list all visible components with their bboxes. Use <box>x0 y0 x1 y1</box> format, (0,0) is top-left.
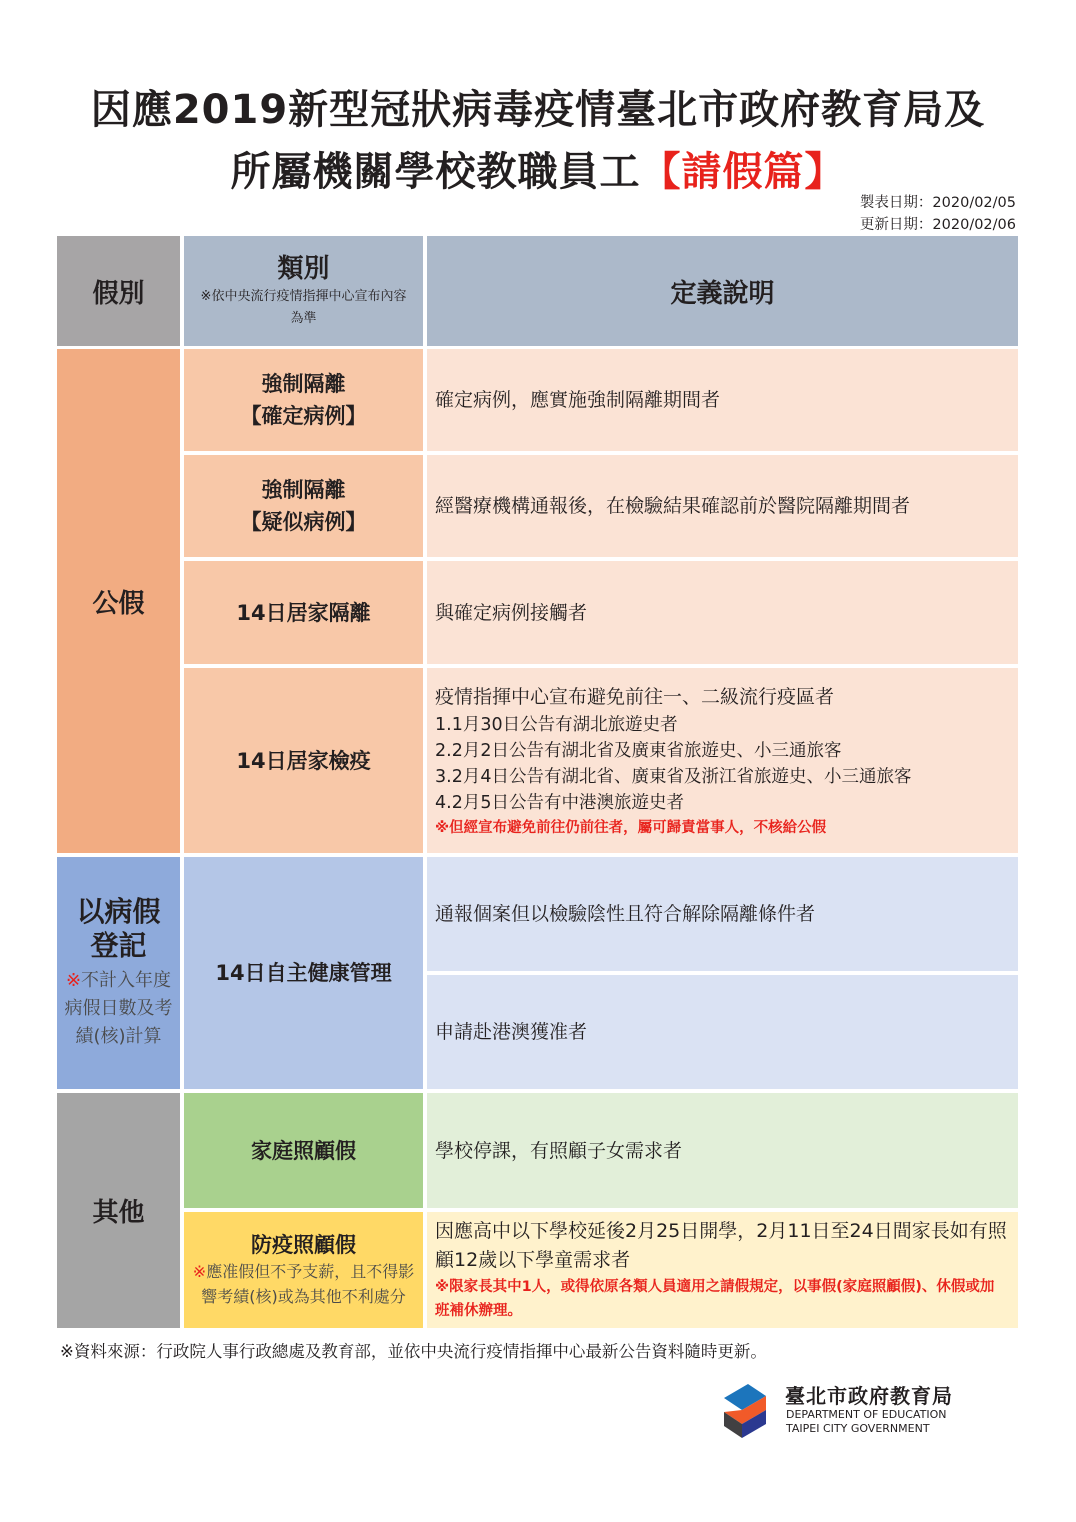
logo-english-line2: TAIPEI CITY GOVERNMENT <box>786 1422 930 1435</box>
category-confirmed-isolation <box>184 349 423 451</box>
definition-negative-test <box>427 857 1018 971</box>
definition-family-care <box>427 1093 1018 1208</box>
data-source-note: ※資料來源：行政院人事行政總處及教育部，並依中央流行疫情指揮中心最新公告資料隨時更新。 <box>60 1342 767 1361</box>
definition-text: 通報個案但以檢驗陰性且符合解除隔離條件者 <box>435 903 816 925</box>
definition-suspected-isolation <box>427 455 1018 557</box>
category-home-quarantine <box>184 668 423 853</box>
page-title-line2 <box>0 140 1076 197</box>
category-label: 強制隔離 <box>261 372 346 396</box>
definition-text: 學校停課，有照顧子女需求者 <box>435 1139 683 1162</box>
definition-text: 與確定病例接觸者 <box>435 601 588 624</box>
leave-type-sick-note-text: 不計入年度病假日數及考績(核)計算 <box>64 970 173 1047</box>
definition-warning-note: ※但經宣布避免前往仍前往者，屬可歸責當事人，不核給公假 <box>435 819 827 836</box>
leave-type-sick-label1: 以病假 <box>76 895 161 928</box>
header-leave-type-label: 假別 <box>92 278 145 309</box>
logo-english-line1: DEPARTMENT OF EDUCATION <box>786 1408 947 1421</box>
definition-confirmed-isolation <box>427 349 1018 451</box>
page-title-main: 所屬機關學校教職員工 <box>230 149 641 195</box>
header-definition-label: 定義說明 <box>670 278 775 309</box>
leave-type-official-label: 公假 <box>92 588 145 619</box>
category-suspected-isolation <box>184 455 423 557</box>
definition-epidemic-care <box>427 1212 1018 1328</box>
header-category-note: ※依中央流行疫情指揮中心宣布內容為準 <box>200 289 407 326</box>
category-home-isolation <box>184 561 423 664</box>
taipei-education-logo-icon <box>720 1378 770 1444</box>
logo-chinese-name: 臺北市政府教育局 <box>785 1384 953 1408</box>
category-label: 14日自主健康管理 <box>215 961 392 985</box>
made-date: 製表日期：2020/02/05 <box>859 195 1016 211</box>
updated-date: 更新日期：2020/02/06 <box>859 217 1016 233</box>
definition-text: 確定病例，應實施強制隔離期間者 <box>435 389 721 411</box>
definition-home-isolation <box>427 561 1018 664</box>
category-label: 14日居家檢疫 <box>236 748 371 773</box>
definition-home-quarantine <box>427 668 1018 853</box>
category-label: 防疫照顧假 <box>251 1233 356 1257</box>
page-title-highlight: 【請假篇】 <box>640 149 846 195</box>
definition-hk-macau-approval <box>427 975 1018 1089</box>
department-logo <box>720 1378 1020 1448</box>
header-leave-type <box>57 236 180 346</box>
definition-text: 因應高中以下學校延後2月25日開學，2月11日至24日間家長如有照顧12歲以下學童需求者 <box>435 1220 1007 1271</box>
definition-text: 申請赴港澳獲准者 <box>435 1021 588 1043</box>
definition-item: 2.2月2日公告有湖北省及廣東省旅遊史、小三通旅客 <box>435 740 842 761</box>
definition-item: 4.2月5日公告有中港澳旅遊史者 <box>435 792 684 813</box>
page-title-line1: 因應2019新型冠狀病毒疫情臺北市政府教育局及 <box>90 87 986 133</box>
header-category-label: 類別 <box>277 254 330 284</box>
definition-warning-note: ※限家長其中1人，或得依原各類人員適用之請假規定，以事假(家庭照顧假)、休假或加班補休辦理。 <box>435 1279 995 1319</box>
definition-heading: 疫情指揮中心宣布避免前往一、二級流行疫區者 <box>435 685 835 708</box>
category-label: 14日居家隔離 <box>236 600 371 625</box>
category-family-care <box>184 1093 423 1208</box>
leave-type-sick-label2: 登記 <box>90 929 147 962</box>
leave-type-official <box>57 349 180 853</box>
header-category <box>184 236 423 346</box>
category-sublabel: 【疑似病例】 <box>240 510 367 534</box>
definition-item: 3.2月4日公告有湖北省、廣東省及浙江省旅遊史、小三通旅客 <box>435 766 912 787</box>
leave-type-sick <box>57 857 180 1089</box>
leave-type-other <box>57 1093 180 1328</box>
category-label: 強制隔離 <box>261 478 346 502</box>
category-self-health-management <box>184 857 423 1089</box>
definition-item: 1.1月30日公告有湖北旅遊史者 <box>435 714 678 735</box>
header-definition <box>427 236 1018 346</box>
leave-type-other-label: 其他 <box>92 1198 145 1228</box>
category-label: 家庭照顧假 <box>251 1138 356 1163</box>
category-epidemic-care <box>184 1212 423 1328</box>
category-sublabel: 【確定病例】 <box>240 404 367 428</box>
definition-text: 經醫療機構通報後，在檢驗結果確認前於醫院隔離期間者 <box>435 495 911 517</box>
category-note-text: 應准假但不予支薪，且不得影響考績(核)或為其他不利處分 <box>201 1262 415 1306</box>
leave-type-sick-note: ※不計入年度病假日數及考績(核)計算 <box>64 970 173 1047</box>
category-note: ※應准假但不予支薪，且不得影響考績(核)或為其他不利處分 <box>192 1262 415 1306</box>
